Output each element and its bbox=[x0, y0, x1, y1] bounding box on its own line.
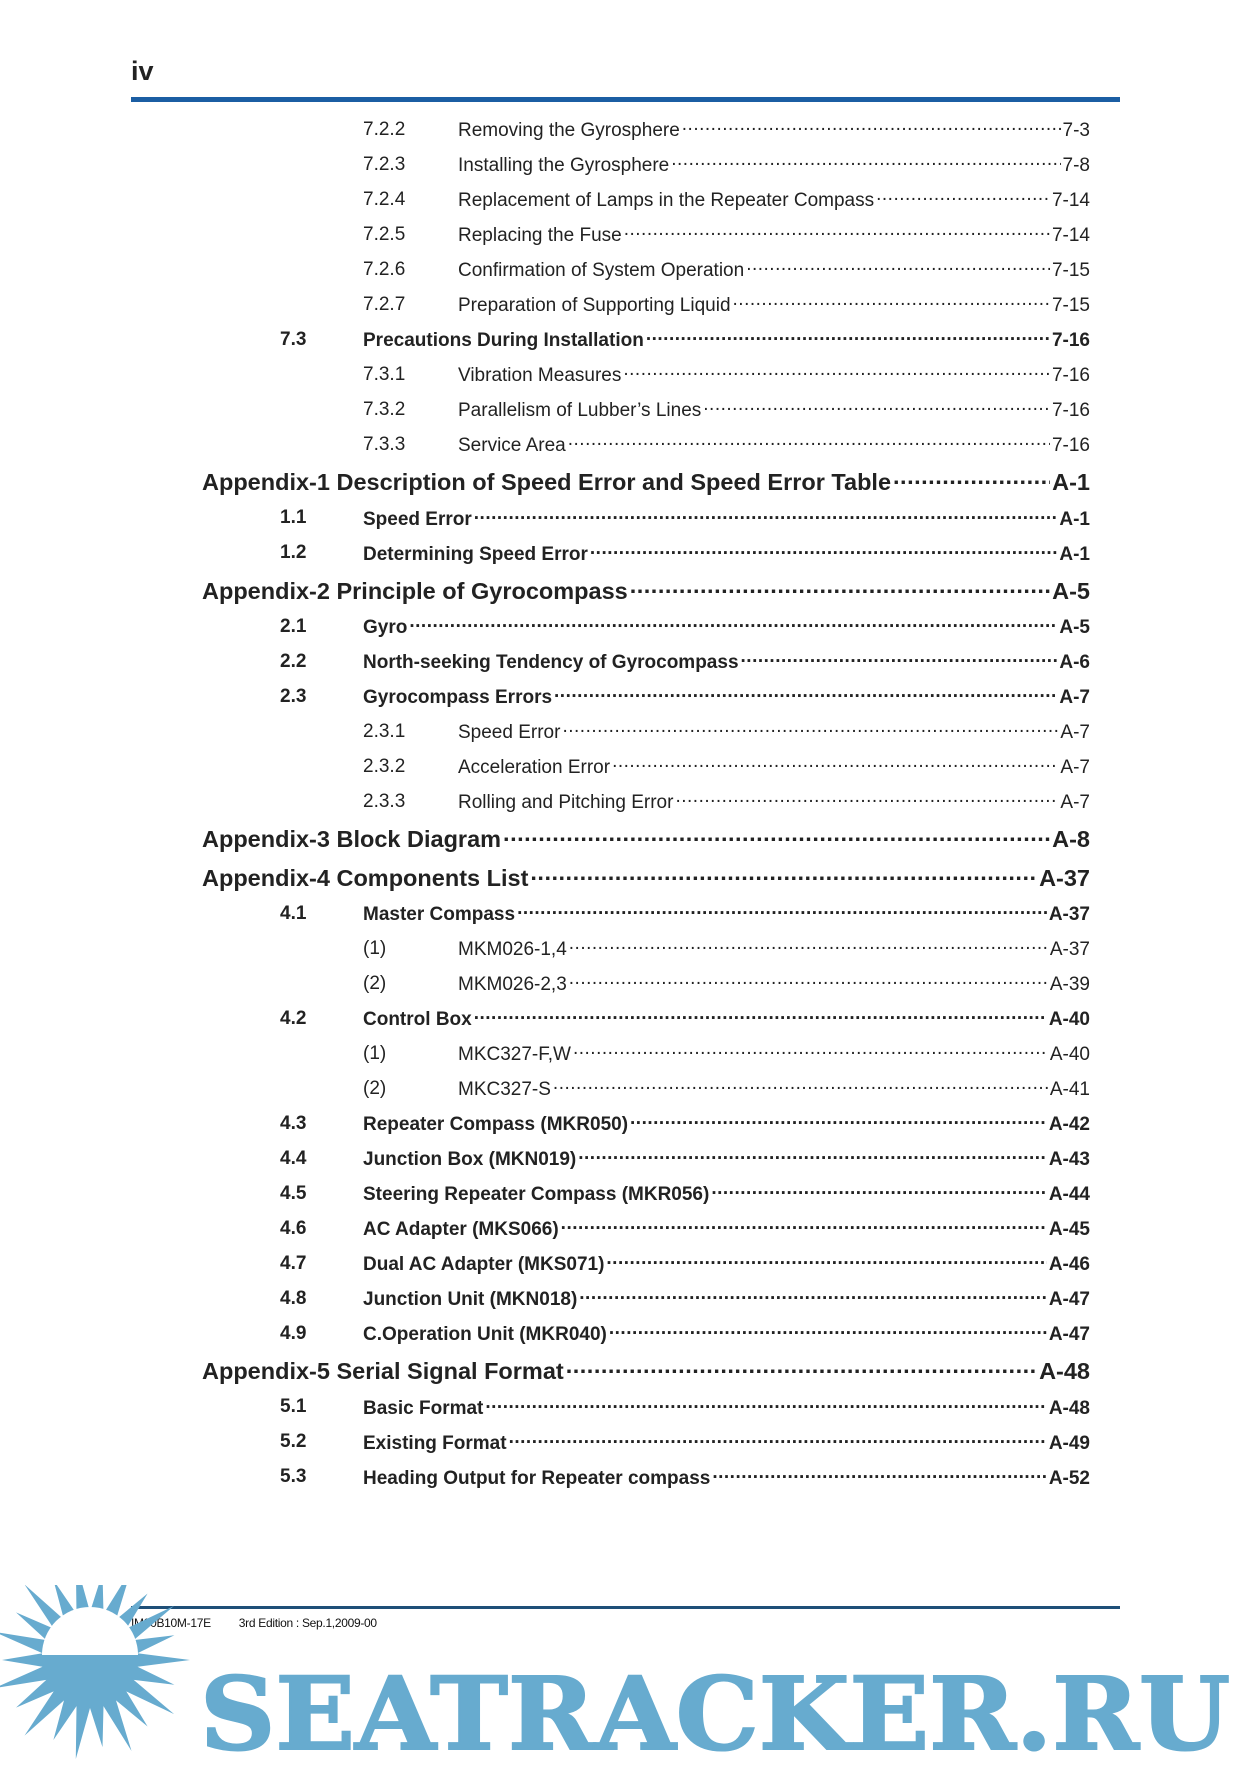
toc-entry[interactable] bbox=[0, 571, 1251, 610]
toc-entry[interactable] bbox=[0, 1036, 1251, 1071]
entry-number: 7.3.2 bbox=[363, 398, 406, 420]
toc-entry[interactable] bbox=[0, 427, 1251, 462]
dot-leader bbox=[630, 575, 1050, 599]
dot-leader bbox=[503, 824, 1050, 848]
entry-number: (2) bbox=[363, 972, 387, 994]
toc-entry[interactable] bbox=[0, 749, 1251, 784]
toc-entry[interactable] bbox=[0, 931, 1251, 966]
toc-entry[interactable] bbox=[0, 1316, 1251, 1351]
entry-page: A-1 bbox=[1052, 469, 1090, 495]
entry-page: 7-14 bbox=[1051, 190, 1090, 211]
dot-leader bbox=[624, 222, 1050, 241]
entry-number: 4.7 bbox=[280, 1252, 307, 1274]
dot-leader bbox=[893, 467, 1050, 491]
dot-leader bbox=[474, 506, 1058, 525]
entry-page: A-40 bbox=[1048, 1009, 1090, 1030]
entry-number: 4.3 bbox=[280, 1112, 307, 1134]
dot-leader bbox=[562, 719, 1058, 738]
toc-entry[interactable] bbox=[0, 1425, 1251, 1460]
entry-title: Parallelism of Lubber’s Lines bbox=[458, 400, 702, 421]
toc-entry[interactable] bbox=[0, 966, 1251, 1001]
entry-page: A-49 bbox=[1048, 1432, 1090, 1454]
entry-page: A-43 bbox=[1048, 1149, 1090, 1170]
toc-entry[interactable] bbox=[0, 112, 1251, 147]
entry-title: Appendix-4 Components List bbox=[202, 864, 529, 891]
entry-page: A-46 bbox=[1048, 1254, 1090, 1275]
toc-entry[interactable] bbox=[0, 1351, 1251, 1390]
toc-entry[interactable] bbox=[0, 1390, 1251, 1425]
entry-page: 7-16 bbox=[1051, 330, 1090, 351]
dot-leader bbox=[554, 684, 1057, 703]
entry-page: 7-14 bbox=[1051, 225, 1090, 246]
entry-page: A-7 bbox=[1060, 757, 1090, 778]
toc-entry[interactable] bbox=[0, 1246, 1251, 1281]
entry-title: Precautions During Installation bbox=[363, 330, 644, 351]
dot-leader bbox=[630, 1111, 1047, 1130]
entry-page: A-40 bbox=[1049, 1044, 1090, 1065]
entry-number: 2.3 bbox=[280, 685, 307, 707]
toc-entry[interactable] bbox=[0, 1071, 1251, 1106]
entry-number: 5.1 bbox=[280, 1396, 307, 1417]
toc-entry[interactable] bbox=[0, 217, 1251, 252]
entry-page: A-37 bbox=[1048, 904, 1090, 925]
toc-entry[interactable] bbox=[0, 1001, 1251, 1036]
entry-page: A-47 bbox=[1048, 1324, 1090, 1345]
entry-page: A-7 bbox=[1060, 722, 1090, 743]
entry-page: A-47 bbox=[1048, 1289, 1090, 1310]
document-code: IM80B10M-17E bbox=[131, 1616, 211, 1630]
entry-title: North-seeking Tendency of Gyrocompass bbox=[363, 652, 739, 673]
entry-number: 4.5 bbox=[280, 1182, 307, 1204]
entry-page: 7-15 bbox=[1051, 295, 1090, 316]
entry-title: Appendix-5 Serial Signal Format bbox=[202, 1358, 564, 1384]
dot-leader bbox=[675, 789, 1058, 808]
toc-entry[interactable] bbox=[0, 147, 1251, 182]
dot-leader bbox=[573, 1041, 1048, 1060]
entry-page: A-7 bbox=[1059, 687, 1090, 708]
entry-page: A-1 bbox=[1059, 543, 1090, 565]
entry-page: A-5 bbox=[1052, 577, 1090, 604]
entry-number: 7.2.5 bbox=[363, 223, 406, 245]
dot-leader bbox=[703, 397, 1050, 416]
entry-number: 7.3 bbox=[280, 328, 307, 350]
entry-number: 4.2 bbox=[280, 1007, 307, 1029]
entry-title: Determining Speed Error bbox=[363, 543, 588, 565]
dot-leader bbox=[590, 541, 1057, 560]
entry-page: A-42 bbox=[1048, 1114, 1090, 1135]
toc-entry[interactable] bbox=[0, 644, 1251, 679]
edition-info: 3rd Edition : Sep.1,2009-00 bbox=[238, 1616, 377, 1630]
toc-entry[interactable] bbox=[0, 679, 1251, 714]
entry-number: 7.2.7 bbox=[363, 293, 406, 315]
entry-page: A-5 bbox=[1059, 617, 1090, 638]
toc-entry[interactable] bbox=[0, 252, 1251, 287]
toc-entry[interactable] bbox=[0, 182, 1251, 217]
toc-entry[interactable] bbox=[0, 536, 1251, 571]
entry-page: 7-16 bbox=[1051, 400, 1090, 421]
entry-number: (1) bbox=[363, 1042, 387, 1064]
entry-page: A-37 bbox=[1039, 864, 1090, 891]
entry-page: A-41 bbox=[1049, 1079, 1090, 1100]
toc-entry[interactable] bbox=[0, 819, 1251, 858]
dot-leader bbox=[474, 1006, 1047, 1025]
dot-leader bbox=[606, 1251, 1046, 1270]
entry-title: Vibration Measures bbox=[458, 365, 622, 386]
dot-leader bbox=[566, 1356, 1037, 1380]
entry-title: AC Adapter (MKS066) bbox=[363, 1219, 559, 1240]
entry-number: 2.1 bbox=[280, 615, 307, 637]
sun-icon bbox=[0, 1585, 190, 1759]
entry-title: Basic Format bbox=[363, 1397, 484, 1419]
entry-title: Appendix-2 Principle of Gyrocompass bbox=[202, 577, 628, 604]
entry-number: 7.3.3 bbox=[363, 433, 406, 455]
entry-title: Repeater Compass (MKR050) bbox=[363, 1114, 629, 1135]
entry-page: 7-16 bbox=[1051, 365, 1090, 386]
entry-title: Installing the Gyrosphere bbox=[458, 155, 670, 176]
entry-page: A-37 bbox=[1049, 939, 1090, 960]
dot-leader bbox=[509, 1430, 1047, 1449]
entry-title: Existing Format bbox=[363, 1432, 507, 1454]
entry-number: 7.3.1 bbox=[363, 363, 406, 385]
entry-number: 1.2 bbox=[280, 542, 307, 563]
entry-page: A-8 bbox=[1052, 826, 1090, 852]
dot-leader bbox=[733, 292, 1050, 311]
entry-page: A-6 bbox=[1059, 652, 1090, 673]
entry-number: 2.3.1 bbox=[363, 720, 406, 742]
dot-leader bbox=[876, 187, 1050, 206]
dot-leader bbox=[741, 649, 1058, 668]
entry-title: Heading Output for Repeater compass bbox=[363, 1467, 711, 1489]
entry-title: Rolling and Pitching Error bbox=[458, 792, 674, 813]
dot-leader bbox=[711, 1181, 1046, 1200]
entry-title: MKC327-S bbox=[458, 1079, 551, 1100]
entry-number: 4.1 bbox=[280, 902, 307, 924]
entry-title: Speed Error bbox=[363, 508, 472, 530]
table-of-contents bbox=[0, 112, 1251, 1495]
entry-page: A-1 bbox=[1059, 508, 1090, 530]
entry-number: 2.2 bbox=[280, 650, 307, 672]
toc-entry[interactable] bbox=[0, 392, 1251, 427]
dot-leader bbox=[561, 1216, 1047, 1235]
entry-title: Gyro bbox=[363, 617, 408, 638]
entry-title: Master Compass bbox=[363, 904, 516, 925]
entry-title: Dual AC Adapter (MKS071) bbox=[363, 1254, 605, 1275]
entry-title: Removing the Gyrosphere bbox=[458, 120, 680, 141]
entry-number: 7.2.3 bbox=[363, 153, 406, 175]
entry-page: A-52 bbox=[1048, 1467, 1090, 1489]
entry-page: A-48 bbox=[1048, 1397, 1090, 1419]
dot-leader bbox=[553, 1076, 1048, 1095]
toc-entry[interactable] bbox=[0, 501, 1251, 536]
toc-entry[interactable] bbox=[0, 1211, 1251, 1246]
dot-leader bbox=[712, 1465, 1046, 1484]
entry-number: 4.9 bbox=[280, 1322, 307, 1344]
dot-leader bbox=[485, 1395, 1046, 1414]
dot-leader bbox=[579, 1286, 1047, 1305]
page-number-header: iv bbox=[131, 56, 154, 86]
entry-number: 7.2.4 bbox=[363, 188, 406, 210]
toc-entry[interactable] bbox=[0, 1106, 1251, 1141]
toc-entry[interactable] bbox=[0, 462, 1251, 501]
header-rule bbox=[131, 97, 1120, 102]
entry-title: Speed Error bbox=[458, 722, 561, 743]
toc-entry[interactable] bbox=[0, 322, 1251, 357]
entry-title: C.Operation Unit (MKR040) bbox=[363, 1324, 607, 1345]
dot-leader bbox=[578, 1146, 1047, 1165]
toc-entry[interactable] bbox=[0, 1460, 1251, 1495]
entry-page: A-39 bbox=[1049, 974, 1090, 995]
entry-number: (2) bbox=[363, 1077, 387, 1099]
entry-title: Gyrocompass Errors bbox=[363, 687, 553, 708]
dot-leader bbox=[612, 754, 1058, 773]
entry-title: MKM026-2,3 bbox=[458, 974, 567, 995]
dot-leader bbox=[568, 432, 1050, 451]
dot-leader bbox=[746, 257, 1050, 276]
entry-page: 7-15 bbox=[1051, 260, 1090, 281]
entry-number: 1.1 bbox=[280, 507, 307, 528]
entry-title: Acceleration Error bbox=[458, 757, 611, 778]
entry-page: 7-16 bbox=[1051, 435, 1090, 456]
entry-title: Service Area bbox=[458, 435, 566, 456]
dot-leader bbox=[517, 901, 1047, 920]
entry-title: Appendix-3 Block Diagram bbox=[202, 826, 502, 852]
dot-leader bbox=[530, 862, 1037, 886]
entry-number: 5.3 bbox=[280, 1466, 307, 1487]
entry-title: Junction Unit (MKN018) bbox=[363, 1289, 578, 1310]
dot-leader bbox=[569, 971, 1048, 990]
toc-entry[interactable] bbox=[0, 858, 1251, 897]
entry-title: Replacing the Fuse bbox=[458, 225, 622, 246]
entry-number: 4.8 bbox=[280, 1287, 307, 1309]
toc-entry[interactable] bbox=[0, 714, 1251, 749]
dot-leader bbox=[623, 362, 1050, 381]
entry-number: 7.2.2 bbox=[363, 118, 406, 140]
entry-page: 7-3 bbox=[1062, 120, 1090, 141]
dot-leader bbox=[671, 152, 1060, 171]
entry-number: 4.4 bbox=[280, 1147, 307, 1169]
dot-leader bbox=[569, 936, 1048, 955]
entry-number: 2.3.3 bbox=[363, 790, 406, 812]
entry-title: MKC327-F,W bbox=[458, 1044, 571, 1065]
toc-entry[interactable] bbox=[0, 1176, 1251, 1211]
entry-title: Steering Repeater Compass (MKR056) bbox=[363, 1184, 710, 1205]
entry-title: Junction Box (MKN019) bbox=[363, 1149, 577, 1170]
toc-entry[interactable] bbox=[0, 1141, 1251, 1176]
toc-entry[interactable] bbox=[0, 287, 1251, 322]
entry-number: 4.6 bbox=[280, 1217, 307, 1239]
entry-page: A-44 bbox=[1048, 1184, 1090, 1205]
entry-number: (1) bbox=[363, 937, 387, 959]
entry-page: A-7 bbox=[1060, 792, 1090, 813]
entry-page: 7-8 bbox=[1062, 155, 1090, 176]
entry-page: A-48 bbox=[1039, 1358, 1090, 1384]
watermark-logo bbox=[0, 1585, 1251, 1771]
entry-page: A-45 bbox=[1048, 1219, 1090, 1240]
entry-title: Replacement of Lamps in the Repeater Compass bbox=[458, 190, 875, 211]
entry-title: MKM026-1,4 bbox=[458, 939, 567, 960]
toc-entry[interactable] bbox=[0, 357, 1251, 392]
entry-number: 7.2.6 bbox=[363, 258, 406, 280]
entry-number: 5.2 bbox=[280, 1431, 307, 1452]
toc-entry[interactable] bbox=[0, 896, 1251, 931]
entry-title: Appendix-1 Description of Speed Error and Speed Error Table bbox=[202, 469, 892, 495]
toc-entry[interactable] bbox=[0, 784, 1251, 819]
dot-leader bbox=[682, 117, 1061, 136]
toc-entry[interactable] bbox=[0, 1281, 1251, 1316]
dot-leader bbox=[646, 327, 1050, 346]
entry-title: Preparation of Supporting Liquid bbox=[458, 295, 731, 316]
dot-leader bbox=[409, 614, 1057, 633]
entry-title: Confirmation of System Operation bbox=[458, 260, 745, 281]
entry-title: Control Box bbox=[363, 1009, 472, 1030]
watermark-text: SEATRACKER.RU bbox=[200, 1655, 1230, 1771]
entry-number: 2.3.2 bbox=[363, 755, 406, 777]
dot-leader bbox=[609, 1321, 1047, 1340]
toc-entry[interactable] bbox=[0, 609, 1251, 644]
